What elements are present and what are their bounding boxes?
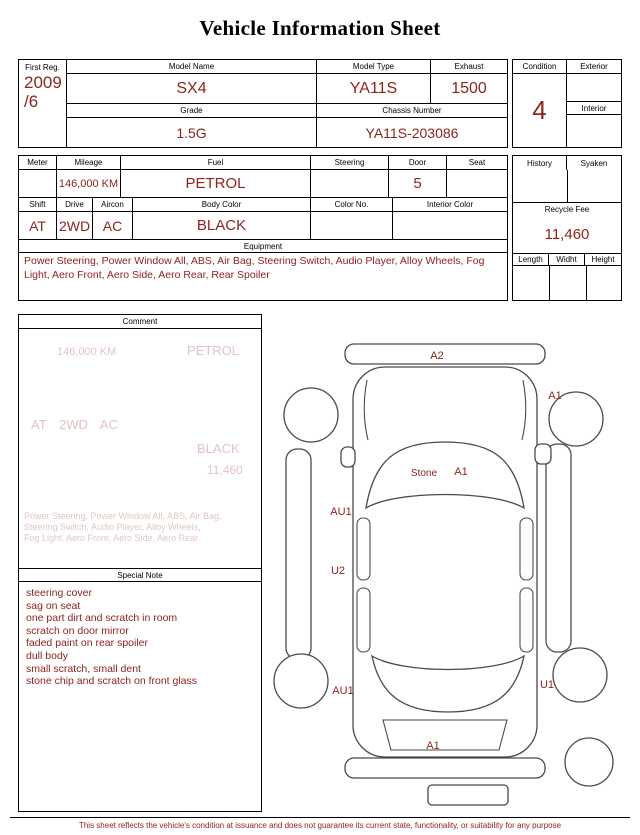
model-name-label: Model Name bbox=[67, 60, 317, 74]
bleedthrough-text: Steering Switch, Audio Player, Alloy Wheels, bbox=[24, 522, 201, 532]
equipment-text: Power Steering, Power Window All, ABS, Air Bag, Steering Switch, Audio Player, Alloy Wheels, Fog Light, Aero Front, Aero Side, Aero Rear, Rear Spoiler bbox=[24, 255, 485, 281]
height-label: Height bbox=[585, 253, 621, 266]
steering-value-empty bbox=[311, 170, 389, 198]
damage-label-u2: U2 bbox=[330, 565, 346, 577]
special-note-list bbox=[19, 582, 261, 688]
meter-value-empty bbox=[19, 170, 57, 198]
mileage-label: Mileage bbox=[57, 156, 121, 170]
bleedthrough-text: Power Steering, Power Window All, ABS, Air Bag, bbox=[24, 511, 222, 521]
length-label: Length bbox=[513, 253, 549, 266]
seat-label: Seat bbox=[447, 156, 507, 170]
damage-label-a1-rear: A1 bbox=[426, 740, 440, 752]
aircon-value: AC bbox=[93, 212, 133, 240]
interior-label: Interior bbox=[567, 101, 621, 115]
model-type-value: YA11S bbox=[317, 74, 431, 104]
right-door-rail bbox=[546, 444, 571, 652]
grade-label: Grade bbox=[67, 104, 317, 118]
syaken-value-empty bbox=[568, 170, 621, 202]
first-reg-month: /6 bbox=[24, 91, 39, 111]
condition-value: 4 bbox=[532, 95, 547, 125]
bleedthrough-text: PETROL bbox=[187, 343, 240, 358]
rear-bumper bbox=[345, 758, 545, 778]
registration-table bbox=[18, 59, 508, 148]
note-item: scratch on door mirror bbox=[26, 624, 129, 637]
syaken-label: Syaken bbox=[580, 158, 608, 168]
wheel-front-left bbox=[284, 388, 338, 442]
interior-color-value-empty bbox=[393, 212, 507, 240]
exterior-value-empty bbox=[567, 74, 621, 101]
shift-value: AT bbox=[19, 212, 57, 240]
damage-label-au1-rear-left: AU1 bbox=[332, 685, 354, 697]
license-plate bbox=[428, 785, 508, 805]
special-note-header: Special Note bbox=[19, 568, 261, 582]
comment-area bbox=[19, 329, 261, 568]
mirror-left bbox=[341, 447, 355, 467]
history-label: History bbox=[513, 156, 567, 170]
wheel-rear-right bbox=[553, 648, 607, 702]
condition-label: Condition bbox=[513, 60, 566, 74]
wheel-rear-left bbox=[274, 654, 328, 708]
height-value-empty bbox=[587, 266, 621, 300]
footer-note: This sheet reflects the vehicle's condition at issuance and does not guarantee its current state, functionality, or suitability for any purpose bbox=[10, 817, 630, 830]
damage-label-u1-rear-right: U1 bbox=[539, 679, 555, 691]
equipment-label: Equipment bbox=[19, 240, 507, 253]
first-reg-label: First Reg. bbox=[25, 62, 60, 72]
door-label: Door bbox=[389, 156, 447, 170]
bleedthrough-text: 11,460 bbox=[207, 463, 243, 477]
width-label: Widht bbox=[549, 253, 585, 266]
mileage-value: 146,000 KM bbox=[57, 170, 121, 198]
car-diagram bbox=[268, 322, 630, 814]
color-no-value-empty bbox=[311, 212, 393, 240]
note-item: one part dirt and scratch in room bbox=[26, 612, 178, 625]
chassis-number-label: Chassis Number bbox=[317, 104, 507, 118]
note-item: steering cover bbox=[26, 587, 92, 599]
model-name-value: SX4 bbox=[67, 74, 317, 104]
interior-value-empty bbox=[567, 115, 621, 147]
mirror-right bbox=[535, 444, 551, 464]
length-value-empty bbox=[513, 266, 550, 300]
bleedthrough-text: BLACK bbox=[197, 441, 240, 456]
note-item: stone chip and scratch on front glass bbox=[26, 675, 198, 688]
damage-label-a1-front-right: A1 bbox=[548, 390, 562, 402]
damage-label-stone: Stone bbox=[410, 468, 438, 479]
body-color-value: BLACK bbox=[133, 212, 311, 240]
bleedthrough-text: AT 2WD AC bbox=[31, 417, 118, 432]
grade-value: 1.5G bbox=[67, 118, 317, 147]
page-title: Vehicle Information Sheet bbox=[199, 16, 441, 40]
condition-box bbox=[512, 59, 622, 148]
interior-color-label: Interior Color bbox=[393, 198, 507, 212]
history-box bbox=[512, 155, 622, 301]
fuel-label: Fuel bbox=[121, 156, 311, 170]
note-item: faded paint on rear spoiler bbox=[26, 637, 148, 650]
meter-label: Meter bbox=[19, 156, 57, 170]
spare-wheel bbox=[565, 738, 613, 786]
color-no-label: Color No. bbox=[311, 198, 393, 212]
exhaust-value: 1500 bbox=[431, 74, 507, 104]
exhaust-label: Exhaust bbox=[431, 60, 507, 74]
history-value-empty bbox=[513, 170, 568, 202]
recycle-fee-label: Recycle Fee bbox=[544, 204, 590, 214]
recycle-fee-value: 11,460 bbox=[544, 225, 590, 243]
damage-label-au1-left: AU1 bbox=[330, 506, 352, 518]
first-reg-value bbox=[19, 74, 66, 111]
shift-label: Shift bbox=[19, 198, 57, 212]
aircon-label: Aircon bbox=[93, 198, 133, 212]
first-reg-year: 2009 bbox=[24, 73, 62, 92]
bleedthrough-text: Fog Light, Aero Front, Aero Side, Aero Rear bbox=[24, 533, 199, 543]
comment-header: Comment bbox=[19, 315, 261, 329]
front-bumper bbox=[345, 344, 545, 364]
body-color-label: Body Color bbox=[133, 198, 311, 212]
exterior-label: Exterior bbox=[567, 60, 621, 74]
note-item: dull body bbox=[26, 649, 69, 662]
note-item: sag on seat bbox=[26, 599, 81, 612]
bleedthrough-text: 146,000 KM bbox=[57, 346, 117, 358]
comment-panel bbox=[18, 314, 262, 812]
note-item: small scratch, small dent bbox=[26, 662, 141, 675]
left-door-rail bbox=[286, 449, 311, 659]
damage-label-a2: A2 bbox=[430, 350, 444, 362]
drive-value: 2WD bbox=[57, 212, 93, 240]
fuel-value: PETROL bbox=[121, 170, 311, 198]
model-type-label: Model Type bbox=[317, 60, 431, 74]
chassis-number-value: YA11S-203086 bbox=[365, 124, 459, 141]
details-table bbox=[18, 155, 508, 301]
steering-label: Steering bbox=[311, 156, 389, 170]
seat-value-empty bbox=[447, 170, 507, 198]
door-value: 5 bbox=[389, 170, 447, 198]
drive-label: Drive bbox=[57, 198, 93, 212]
width-value-empty bbox=[550, 266, 587, 300]
damage-label-stone-a1: A1 bbox=[454, 466, 468, 478]
